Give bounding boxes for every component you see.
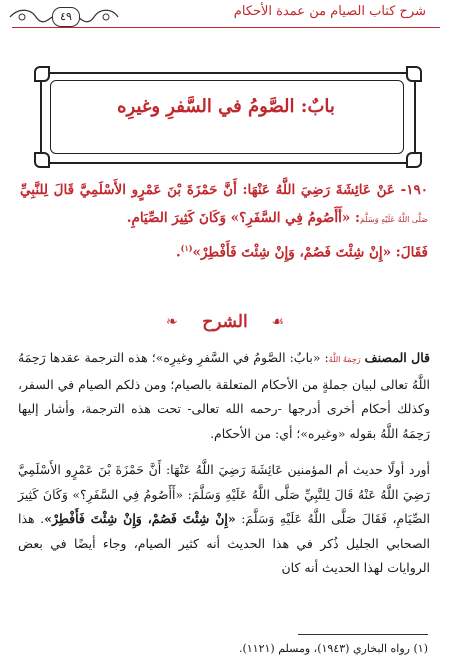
running-title: شرح كتاب الصيام من عمدة الأحكام (233, 4, 426, 19)
honorific: صَلَّى اللَّهُ عَلَيْهِ وَسَلَّمَ (360, 215, 428, 224)
hadith-line-2: : «أَأَصُومُ فِي السَّفَرِ؟» وَكَانَ كَثِيرَ الصِّيَامِ. (126, 210, 360, 226)
frame-corner-icon (406, 66, 422, 82)
paragraph (18, 346, 430, 446)
section-title: الشرح (202, 312, 248, 332)
honorific: رَحِمَهُ اللَّهُ (328, 355, 361, 364)
paragraph-text: أورد أولًا حديث أم المؤمنين عَائِشَةَ رَضِيَ اللَّهُ عَنْهَا: أَنَّ حَمْزَةَ بْنَ عَمْرٍو الأَسْلَمِيَّ رَضِيَ اللَّهُ عَنْهُ قَالَ لِلنَّبِيِّ صَلَّى اللَّهُ عَلَيْهِ وَسَلَّمَ: «أَأَصُومُ فِي السَّفَرِ؟» وَكَانَ كَثِيرَ الصِّيَامِ، فَقَالَ صَلَّى اللَّهُ عَلَيْهِ وَسَلَّمَ: (18, 462, 430, 526)
frame-corner-icon (34, 66, 50, 82)
frame-corner-icon (406, 152, 422, 168)
footnote-ref: (١) (180, 243, 193, 253)
section-heading (160, 308, 290, 336)
commentary-body (18, 346, 430, 593)
ornament-icon: ☙ (271, 314, 284, 330)
chapter-title: بابٌ: الصَّومُ في السَّفرِ وغيرِه (117, 96, 335, 117)
footnote-rule (298, 634, 428, 635)
paragraph (18, 458, 430, 581)
paragraph-text: . هذا الصحابي الجليل ذُكر في هذا الحديث أنه كثير الصيام، وجاء أيضًا في بعض الروايات لهذا الحديث أنه كان (18, 511, 430, 575)
hadith-line-3: فَقَالَ: «إِنْ شِئْتَ فَصُمْ، وَإِنْ شِئْتَ فَأَفْطِرْ» (192, 244, 428, 261)
paragraph-text: : «بابٌ: الصَّومُ في السَّفرِ وغيرِه»؛ هذه الترجمة عقدها رَحِمَهُ اللَّهُ تعالى لبيان جملةٍ من الأحكام المتعلقة بالصيام؛ ومن ذلكم الصيام في السفر، وكذلك أحكام أخرى أدرجها -رحمه الله تعالى- تحت هذه الترجمة، وأشار إليها رَحِمَهُ اللَّهُ بقوله «وغيره»؛ أي: من الأحكام. (18, 350, 430, 441)
hadith-line-1: ١٩٠- عَنْ عَائِشَةَ رَضِيَ اللَّهُ عَنْهَا: أَنَّ حَمْزَةَ بْنَ عَمْرٍو الأَسْلَمِيَّ قَالَ لِلنَّبِيِّ (20, 182, 428, 198)
author-label: قال المصنف (364, 350, 430, 365)
hadith-quote: «إِنْ شِئْتَ فَصُمْ، وَإِنْ شِئْتَ فَأَفْطِرْ» (44, 511, 236, 526)
frame-corner-icon (34, 152, 50, 168)
chapter-frame-inner (50, 80, 404, 154)
header-rule (12, 27, 440, 28)
page-number: ٤٩ (52, 7, 80, 27)
ornament-icon: ❧ (166, 314, 178, 330)
page-number-ornament (8, 6, 120, 28)
hadith-end: . (175, 244, 181, 261)
hadith-text (20, 176, 428, 267)
footnote: (١) رواه البخاري (١٩٤٣)، ومسلم (١١٢١). (238, 642, 428, 655)
